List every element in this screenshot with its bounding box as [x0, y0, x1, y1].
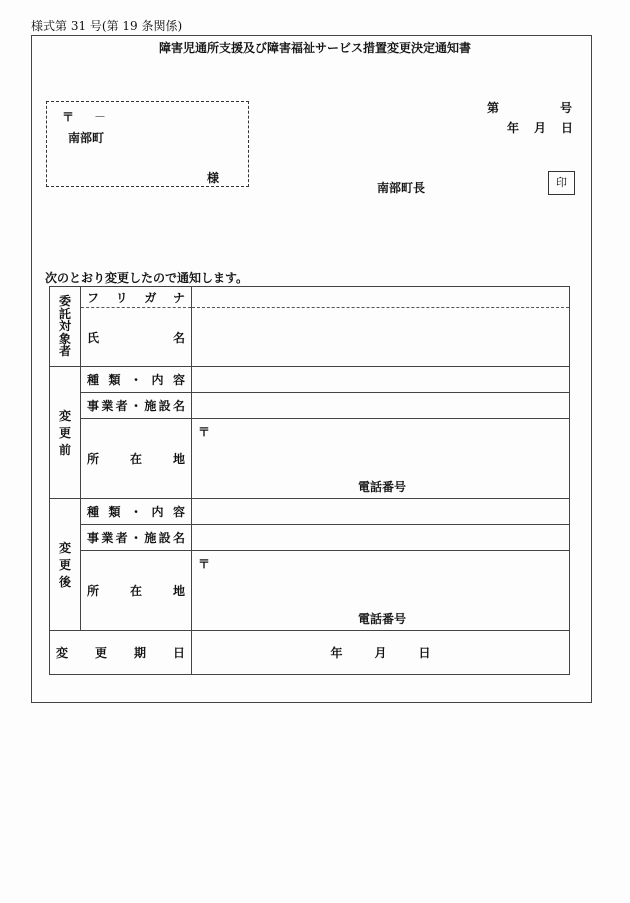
name-value-cell[interactable]: [192, 308, 570, 367]
issuer-name: 南部町長: [377, 181, 426, 195]
facility-char: 設: [158, 399, 171, 413]
subject-label-char: 者: [58, 344, 71, 359]
form-number-note: 様式第 31 号(第 19 条関係): [31, 19, 183, 33]
change-date-value-cell[interactable]: [192, 631, 570, 675]
facility-char: 者: [115, 399, 128, 413]
intro-text: 次のとおり変更したので通知します。: [45, 271, 249, 285]
subject-label-char: 託: [58, 306, 71, 321]
recipient-town: 南部町: [68, 131, 105, 145]
after-label-char: 更: [58, 558, 71, 572]
before-phone-label: 電話番号: [358, 480, 407, 494]
subject-label-cell: [50, 287, 81, 367]
facility-char: 施: [144, 531, 157, 545]
before-facility-value-cell[interactable]: [192, 393, 570, 419]
facility-char: 事: [87, 399, 100, 413]
location-char: 在: [129, 452, 142, 466]
kind-char: ・: [129, 505, 142, 519]
after-kind-label-cell: [81, 499, 192, 525]
kind-char: 内: [151, 505, 164, 519]
before-location-value-cell[interactable]: [192, 419, 570, 499]
after-label-char: 変: [58, 541, 71, 555]
kind-char: 類: [108, 505, 121, 519]
issue-date-year: 年: [507, 121, 520, 135]
kind-char: 容: [172, 505, 185, 519]
change-details-table: [49, 286, 570, 675]
doc-number-go: 号: [560, 101, 573, 115]
facility-char: ・: [129, 399, 142, 413]
before-label-char: 変: [58, 409, 71, 423]
recipient-postal-dash: －: [94, 110, 107, 124]
facility-char: 施: [144, 399, 157, 413]
recipient-postal-mark: 〒: [62, 110, 75, 124]
change-date-label-cell: [50, 631, 192, 675]
before-location-label-cell: [81, 419, 192, 499]
furigana-char: ナ: [172, 290, 185, 305]
furigana-char: フ: [87, 290, 100, 305]
change-date-year: 年: [330, 646, 343, 660]
doc-number-dai: 第: [487, 101, 500, 115]
recipient-honorific: 様: [207, 171, 220, 185]
facility-char: 業: [101, 399, 114, 413]
before-label-char: 更: [58, 426, 71, 440]
before-kind-value-cell[interactable]: [192, 367, 570, 393]
change-date-month: 月: [374, 646, 387, 660]
kind-char: 類: [108, 373, 121, 387]
before-label-cell: [50, 367, 81, 499]
facility-char: 設: [158, 531, 171, 545]
subject-label-char: 委: [58, 294, 71, 309]
furigana-label-cell: [81, 287, 192, 308]
facility-char: 名: [172, 399, 185, 413]
after-label-cell: [50, 499, 81, 631]
change-date-day: 日: [418, 646, 431, 660]
seal-label: 印: [556, 176, 567, 189]
before-label-char: 前: [58, 443, 71, 457]
name-label-char: 氏: [87, 330, 100, 345]
kind-char: 種: [87, 505, 100, 519]
change-date-char: 更: [94, 646, 107, 660]
kind-char: ・: [129, 373, 142, 387]
kind-char: 種: [87, 373, 100, 387]
location-char: 在: [129, 584, 142, 598]
before-kind-label-cell: [81, 367, 192, 393]
subject-label-char: 対: [58, 319, 71, 334]
after-phone-label: 電話番号: [358, 612, 407, 626]
furigana-value-cell[interactable]: [192, 287, 570, 308]
after-location-value-cell[interactable]: [192, 551, 570, 631]
facility-char: ・: [129, 531, 142, 545]
kind-char: 容: [172, 373, 185, 387]
issue-date-day: 日: [561, 121, 574, 135]
after-label-char: 後: [58, 575, 71, 589]
issue-date-month: 月: [534, 121, 547, 135]
location-char: 所: [87, 452, 100, 466]
after-facility-value-cell[interactable]: [192, 525, 570, 551]
location-char: 地: [172, 452, 185, 466]
facility-char: 名: [172, 531, 185, 545]
seal-box: [548, 171, 575, 195]
subject-label-char: 象: [58, 331, 71, 346]
before-postal-mark: 〒: [198, 425, 211, 439]
furigana-char: リ: [115, 290, 128, 305]
after-kind-value-cell[interactable]: [192, 499, 570, 525]
location-char: 地: [172, 584, 185, 598]
change-date-char: 変: [56, 646, 69, 660]
after-postal-mark: 〒: [198, 557, 211, 571]
kind-char: 内: [151, 373, 164, 387]
name-label-cell: [81, 308, 192, 367]
document-title: 障害児通所支援及び障害福祉サービス措置変更決定通知書: [158, 41, 471, 55]
facility-char: 業: [101, 531, 114, 545]
after-location-label-cell: [81, 551, 192, 631]
location-char: 所: [87, 584, 100, 598]
facility-char: 事: [87, 531, 100, 545]
facility-char: 者: [115, 531, 128, 545]
change-date-char: 日: [172, 646, 185, 660]
name-label-char: 名: [172, 330, 185, 345]
after-facility-label-cell: [81, 525, 192, 551]
change-date-char: 期: [133, 646, 146, 660]
furigana-char: ガ: [144, 290, 157, 305]
before-facility-label-cell: [81, 393, 192, 419]
